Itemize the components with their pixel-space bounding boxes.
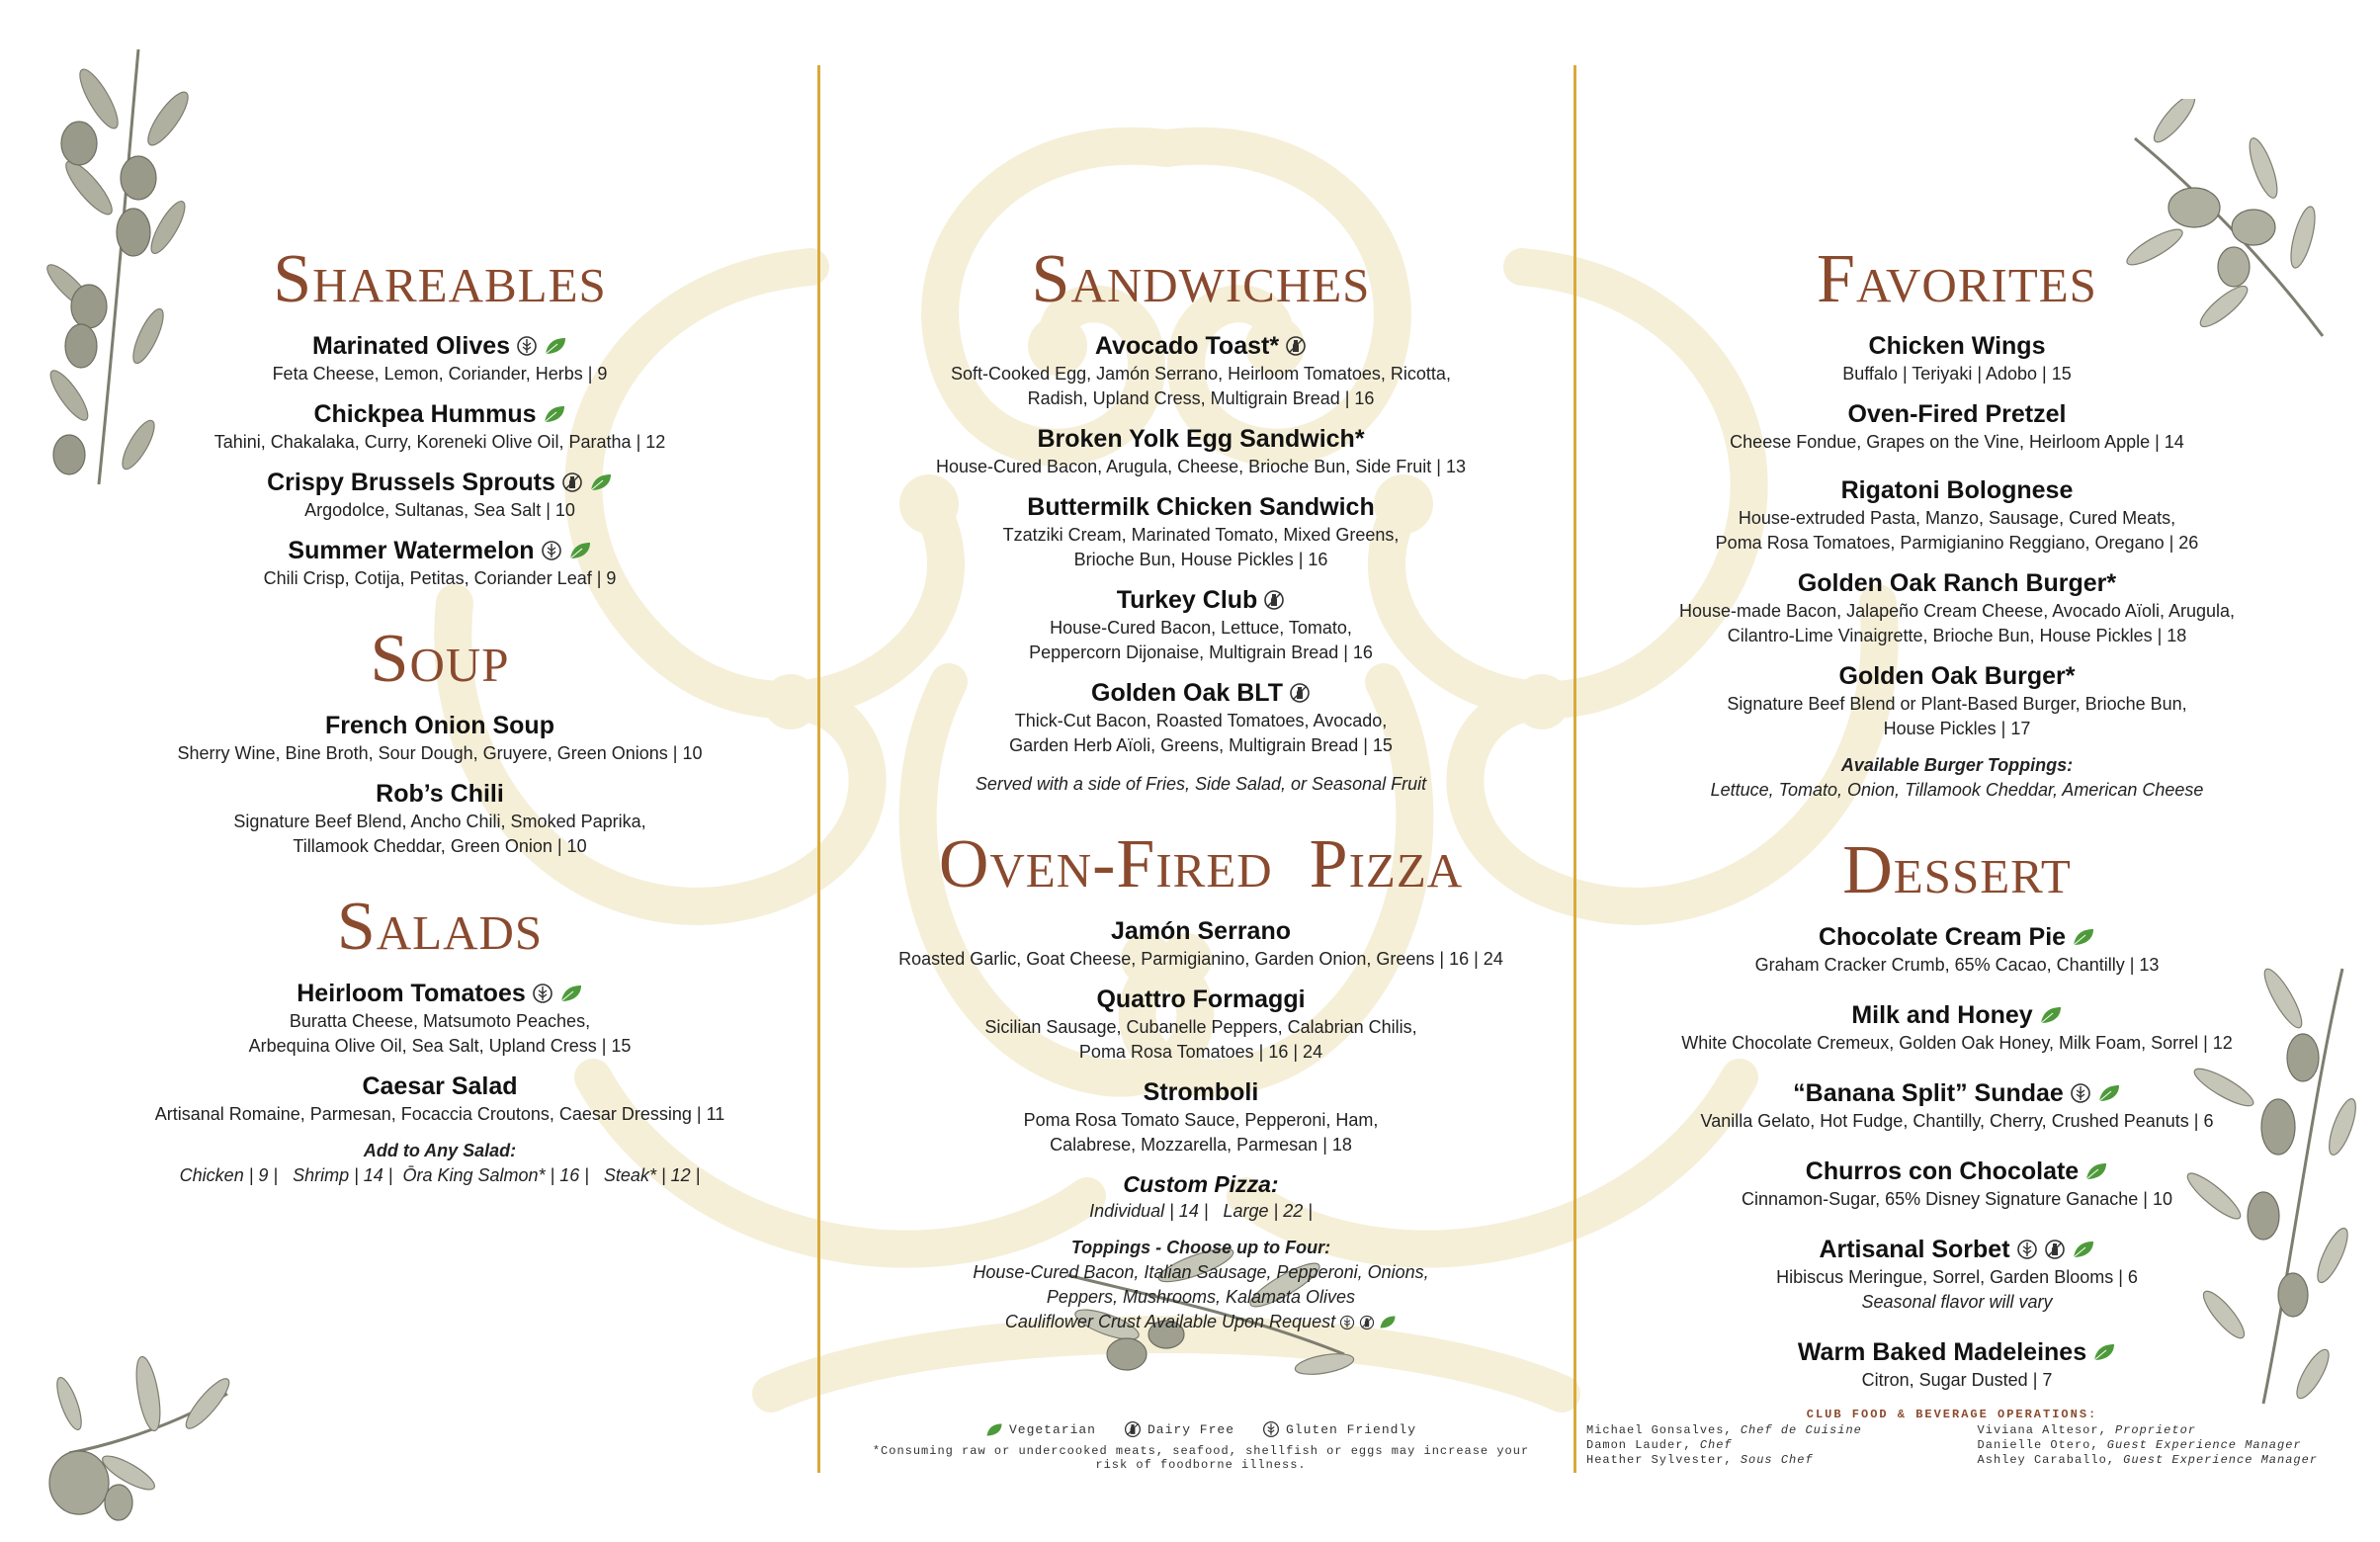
dairy-free-icon [1124, 1420, 1142, 1438]
item-description: Graham Cracker Crumb, 65% Cacao, Chantilly | 13 [1754, 955, 2160, 975]
item-description: Cinnamon-Sugar, 65% Disney Signature Ganache | 10 [1742, 1189, 2172, 1209]
item-name: Golden Oak Ranch Burger* [1797, 569, 2117, 597]
item-description: Arbequina Olive Oil, Sea Salt, Upland Cress | 15 [248, 1036, 632, 1056]
section-title-pizza: Oven-Fired Pizza [938, 826, 1464, 902]
item-name: Jamón Serrano [1110, 917, 1291, 945]
item-description: Chili Crisp, Cotija, Petitas, Coriander Leaf | 9 [263, 568, 617, 588]
item-name: Churros con Chocolate [1805, 1157, 2080, 1185]
menu-item [1601, 921, 2313, 978]
item-description: Feta Cheese, Lemon, Coriander, Herbs | 9 [272, 364, 608, 384]
dairy-free-icon [2044, 1239, 2066, 1260]
staff-list-left [1586, 1423, 1862, 1468]
item-name: Milk and Honey [1851, 1001, 2033, 1029]
section-pizza [840, 826, 1562, 1334]
leaf-icon [2084, 1161, 2108, 1181]
item-description: Tahini, Chakalaka, Curry, Koreneki Olive Oil, Paratha | 12 [213, 432, 666, 452]
item-description: White Chocolate Cremeux, Golden Oak Honey, Milk Foam, Sorrel | 12 [1681, 1033, 2233, 1053]
item-description: Roasted Garlic, Goat Cheese, Parmigianino, Garden Onion, Greens | 16 | 24 [898, 949, 1503, 969]
item-description: Buffalo | Teriyaki | Adobo | 15 [1842, 364, 2072, 384]
item-name: French Onion Soup [325, 712, 554, 739]
item-description: House-extruded Pasta, Manzo, Sausage, Cured Meats, [1738, 508, 2176, 528]
item-name: Chocolate Cream Pie [1818, 923, 2067, 951]
leaf-icon [568, 541, 592, 560]
item-description: Thick-Cut Bacon, Roasted Tomatoes, Avocado, [1014, 711, 1388, 730]
item-description: Garden Herb Aïoli, Greens, Multigrain Bread | 15 [1009, 735, 1393, 755]
item-name: Avocado Toast* [1094, 332, 1280, 360]
burger-toppings-line: Lettuce, Tomato, Onion, Tillamook Cheddar, American Cheese [1710, 780, 2204, 800]
item-name: Chicken Wings [1868, 332, 2046, 360]
middle-column [840, 241, 1562, 1368]
item-name: Stromboli [1143, 1078, 1259, 1106]
menu-item [1601, 1077, 2313, 1134]
gluten-friendly-icon [1339, 1315, 1355, 1330]
gluten-friendly-icon [516, 335, 538, 357]
menu-item [1601, 999, 2313, 1056]
menu-item [1601, 330, 2313, 386]
item-description: Argodolce, Sultanas, Sea Salt | 10 [304, 500, 575, 520]
custom-pizza-prices: Individual | 14 | Large | 22 | [1089, 1201, 1313, 1221]
leaf-icon [985, 1422, 1003, 1437]
item-name: Golden Oak BLT [1091, 679, 1283, 707]
item-description: Citron, Sugar Dusted | 7 [1861, 1370, 2053, 1390]
staff-entry: Viviana Altesor, Proprietor [1977, 1423, 2196, 1437]
leaf-icon [544, 336, 567, 356]
disclaimer-line: risk of foodborne illness. [1095, 1458, 1307, 1472]
leaf-icon [1379, 1315, 1397, 1329]
item-description: Cilantro-Lime Vinaigrette, Brioche Bun, House Pickles | 18 [1727, 626, 2187, 645]
column-divider-right [1573, 65, 1576, 1473]
leaf-icon [559, 984, 583, 1003]
item-description: Signature Beef Blend, Ancho Chili, Smoked Paprika, [233, 812, 646, 831]
item-description: Artisanal Romaine, Parmesan, Focaccia Croutons, Caesar Dressing | 11 [154, 1104, 725, 1124]
leaf-icon [2097, 1083, 2121, 1103]
item-name: Marinated Olives [311, 332, 511, 360]
salad-addon-title: Add to Any Salad: [363, 1141, 517, 1160]
leaf-icon [2072, 1240, 2095, 1259]
item-description: Seasonal flavor will vary [1861, 1292, 2053, 1312]
foodborne-disclaimer [840, 1444, 1562, 1472]
menu-item [840, 677, 1562, 758]
gluten-friendly-icon [2070, 1082, 2091, 1104]
item-description: Tillamook Cheddar, Green Onion | 10 [293, 836, 587, 856]
toppings-line: House-Cured Bacon, Italian Sausage, Pepperoni, Onions, [973, 1262, 1429, 1282]
item-description: Hibiscus Meringue, Sorrel, Garden Blooms | 6 [1776, 1267, 2138, 1287]
menu-item [1601, 660, 2313, 741]
staff-list-right [1978, 1423, 2318, 1468]
menu-item [840, 491, 1562, 572]
item-description: Tzatziki Cream, Marinated Tomato, Mixed Greens, [1002, 525, 1400, 545]
staff-entry: Heather Sylvester, Sous Chef [1586, 1453, 1814, 1467]
staff-entry: Ashley Caraballo, Guest Experience Manager [1977, 1453, 2318, 1467]
item-description: Soft-Cooked Egg, Jamón Serrano, Heirloom Tomatoes, Ricotta, [951, 364, 1451, 384]
item-name: Turkey Club [1116, 586, 1258, 614]
item-name: “Banana Split” Sundae [1793, 1079, 2064, 1107]
item-description: Calabrese, Mozzarella, Parmesan | 18 [1050, 1135, 1352, 1155]
legend-label: Vegetarian [1008, 1421, 1096, 1437]
item-name: Warm Baked Madeleines [1797, 1338, 2087, 1366]
leaf-icon [543, 404, 566, 424]
legend-vegetarian [985, 1422, 1096, 1437]
menu-item [79, 535, 801, 591]
section-title-soup: Soup [370, 621, 510, 697]
item-name: Buttermilk Chicken Sandwich [1027, 493, 1375, 521]
menu-item [79, 710, 801, 766]
leaf-icon [589, 472, 613, 492]
item-description: House-Cured Bacon, Arugula, Cheese, Brioche Bun, Side Fruit | 13 [936, 457, 1466, 476]
item-description: Poma Rosa Tomato Sauce, Pepperoni, Ham, [1023, 1110, 1379, 1130]
item-name: Artisanal Sorbet [1819, 1236, 2010, 1263]
staff-credits-title: CLUB FOOD & BEVERAGE OPERATIONS: [1806, 1408, 2098, 1421]
cauliflower-crust-note [840, 1310, 1562, 1334]
menu-item [1601, 398, 2313, 455]
menu-item [1601, 1234, 2313, 1315]
item-description: Sicilian Sausage, Cubanelle Peppers, Calabrian Chilis, [984, 1017, 1417, 1037]
staff-credits [1586, 1408, 2318, 1468]
staff-entry: Michael Gonsalves, Chef de Cuisine [1586, 1423, 1862, 1437]
menu-item [1601, 474, 2313, 556]
section-sandwiches [840, 241, 1562, 797]
item-description: House Pickles | 17 [1883, 719, 2031, 738]
item-description: Brioche Bun, House Pickles | 16 [1073, 550, 1328, 569]
menu-item [1601, 1336, 2313, 1393]
menu-item [1601, 567, 2313, 648]
sandwich-side-note: Served with a side of Fries, Side Salad, or Seasonal Fruit [975, 774, 1427, 794]
disclaimer-line: *Consuming raw or undercooked meats, seafood, shellfish or eggs may increase your [872, 1444, 1530, 1458]
dairy-free-icon [1289, 682, 1311, 704]
item-description: Signature Beef Blend or Plant-Based Burger, Brioche Bun, [1727, 694, 2187, 714]
legend-label: Gluten Friendly [1286, 1421, 1417, 1437]
dairy-free-icon [1359, 1315, 1375, 1330]
leaf-icon [2072, 927, 2095, 947]
salad-addon-line: Chicken | 9 | Shrimp | 14 | Ōra King Salmon* | 16 | Steak* | 12 | [179, 1165, 701, 1185]
legend-dairy-free [1124, 1420, 1234, 1438]
item-name: Summer Watermelon [288, 537, 535, 564]
menu-item [840, 984, 1562, 1065]
item-name: Chickpea Hummus [313, 400, 537, 428]
section-title-shareables: Shareables [273, 241, 607, 317]
section-favorites [1601, 241, 2313, 803]
menu-item [840, 1076, 1562, 1157]
left-column [79, 241, 801, 1222]
cauliflower-crust-text: Cauliflower Crust Available Upon Request [1004, 1312, 1336, 1331]
menu-item [79, 978, 801, 1059]
menu-item [840, 423, 1562, 479]
custom-pizza-title: Custom Pizza: [1123, 1171, 1279, 1197]
item-description: House-made Bacon, Jalapeño Cream Cheese, Avocado Aïoli, Arugula, [1678, 601, 2236, 621]
item-description: Buratta Cheese, Matsumoto Peaches, [289, 1011, 591, 1031]
item-name: Crispy Brussels Sprouts [267, 469, 555, 496]
gluten-friendly-icon [1262, 1420, 1280, 1438]
dairy-free-icon [561, 471, 583, 493]
item-name: Quattro Formaggi [1096, 985, 1306, 1013]
item-description: Cheese Fondue, Grapes on the Vine, Heirloom Apple | 14 [1730, 432, 2184, 452]
menu-item [840, 915, 1562, 972]
menu-item [79, 398, 801, 455]
gluten-friendly-icon [2016, 1239, 2038, 1260]
menu-item [79, 467, 801, 523]
menu-item [840, 330, 1562, 411]
item-description: Radish, Upland Cress, Multigrain Bread | 16 [1027, 388, 1375, 408]
section-title-favorites: Favorites [1817, 241, 2097, 317]
legend-gluten-friendly [1262, 1420, 1416, 1438]
item-name: Oven-Fired Pretzel [1847, 400, 2067, 428]
menu-item [1601, 1156, 2313, 1212]
item-name: Heirloom Tomatoes [297, 980, 526, 1007]
section-salads [79, 889, 801, 1188]
menu-item [79, 778, 801, 859]
item-description: House-Cured Bacon, Lettuce, Tomato, [1050, 618, 1352, 638]
item-name: Broken Yolk Egg Sandwich* [1037, 425, 1365, 453]
gluten-friendly-icon [532, 983, 553, 1004]
item-description: Poma Rosa Tomatoes | 16 | 24 [1078, 1042, 1323, 1062]
column-divider-left [817, 65, 820, 1473]
toppings-title: Toppings - Choose up to Four: [1070, 1238, 1331, 1257]
burger-toppings-title: Available Burger Toppings: [1840, 755, 2074, 775]
leaf-icon [2092, 1342, 2116, 1362]
item-name: Golden Oak Burger* [1838, 662, 2076, 690]
item-description: Poma Rosa Tomatoes, Parmigianino Reggiano, Oregano | 26 [1715, 533, 2199, 553]
toppings-line: Peppers, Mushrooms, Kalamata Olives [1046, 1287, 1356, 1307]
dairy-free-icon [1263, 589, 1285, 611]
section-dessert [1601, 832, 2313, 1393]
staff-entry: Danielle Otero, Guest Experience Manager [1977, 1438, 2302, 1452]
right-column [1601, 241, 2313, 1426]
item-name: Rigatoni Bolognese [1840, 476, 2074, 504]
section-shareables [79, 241, 801, 591]
section-title-dessert: Dessert [1842, 832, 2072, 908]
leaf-icon [2039, 1005, 2063, 1025]
dietary-legend [840, 1420, 1562, 1472]
section-title-salads: Salads [336, 889, 544, 965]
item-description: Sherry Wine, Bine Broth, Sour Dough, Gruyere, Green Onions | 10 [177, 743, 703, 763]
section-title-sandwiches: Sandwiches [1031, 241, 1371, 317]
menu-item [79, 1071, 801, 1127]
menu-item [79, 330, 801, 386]
section-soup [79, 621, 801, 859]
item-description: Peppercorn Dijonaise, Multigrain Bread | 16 [1029, 642, 1373, 662]
item-name: Caesar Salad [362, 1072, 518, 1100]
staff-entry: Damon Lauder, Chef [1586, 1438, 1733, 1452]
dairy-free-icon [1285, 335, 1307, 357]
item-name: Rob’s Chili [376, 780, 504, 808]
legend-label: Dairy Free [1147, 1421, 1234, 1437]
olive-branch-bottom-left-icon [30, 1354, 247, 1532]
item-description: Vanilla Gelato, Hot Fudge, Chantilly, Cherry, Crushed Peanuts | 6 [1700, 1111, 2214, 1131]
gluten-friendly-icon [541, 540, 562, 561]
menu-item [840, 584, 1562, 665]
